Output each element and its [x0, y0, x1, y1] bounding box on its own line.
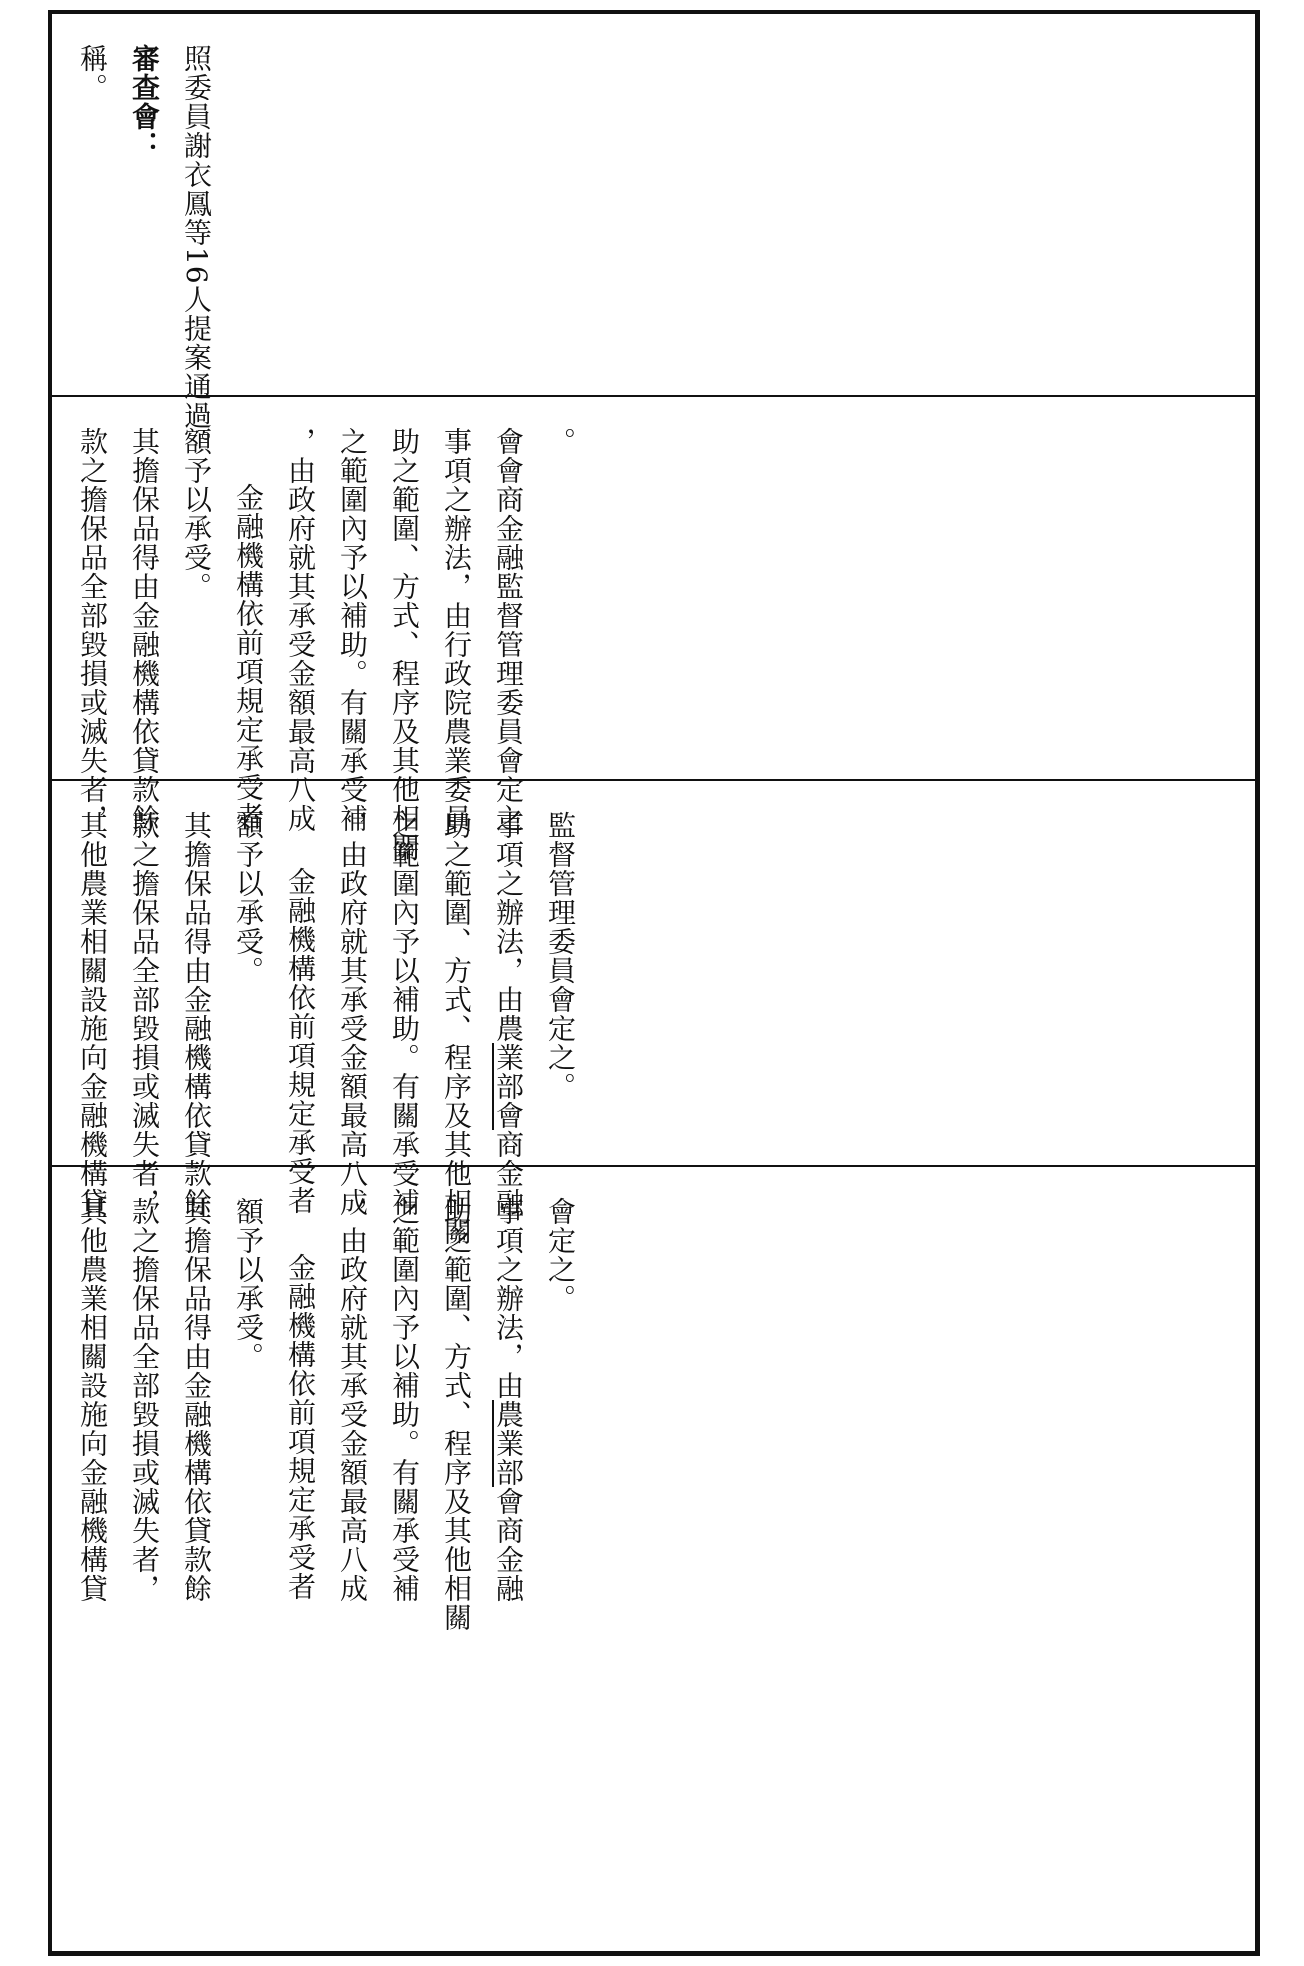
text-line: 其擔保品得由金融機構依貸款餘 [128, 427, 161, 833]
text-line: 其擔保品得由金融機構依貸款餘 [180, 1197, 213, 1603]
text-columns [52, 14, 1255, 459]
text-line: 照委員謝衣鳳等16人提案通過。 [180, 44, 213, 459]
text-line: 助之範圍、方式、程序及其他相關 [388, 427, 421, 862]
text-line: 助之範圍、方式、程序及其他相關 [440, 1197, 473, 1632]
text-line: 款之擔保品全部毀損或滅失者， [76, 427, 109, 833]
review-note-cell [52, 14, 1255, 459]
text-line: 其擔保品得由金融機構依貸款餘 [180, 811, 213, 1217]
text-line: 金融機構依前項規定承受者 [284, 867, 317, 1215]
text-line: 事項之辦法，由農業部會商金融 [492, 1197, 525, 1603]
amended-term: 業部會 [492, 1043, 525, 1130]
text-line: 額予以承受。 [232, 1197, 265, 1371]
text-line: ，由政府就其承受金額最高八成 [336, 1197, 369, 1603]
text-line: 其他農業相關設施向金融機構貸 [76, 811, 109, 1217]
text-line: 金融機構依前項規定承受者 [284, 1253, 317, 1601]
text-columns [52, 397, 1255, 862]
text-line: 事項之辦法，由行政院農業委員 [440, 427, 473, 833]
text-line: 之範圍內予以補助。有關承受補 [336, 427, 369, 833]
amended-term: 農業部 [492, 1400, 525, 1487]
text-line: 其他農業相關設施向金融機構貸 [76, 1197, 109, 1603]
text-line: 額予以承受。 [232, 811, 265, 985]
text-line: ，由政府就其承受金額最高八成 [284, 427, 317, 833]
text-line: 會定之。 [544, 1197, 577, 1313]
amendment-table [48, 10, 1260, 1956]
text-line: 款之擔保品全部毀損或滅失者， [128, 1197, 161, 1603]
section-heading: 審查會： [128, 44, 161, 160]
text-line: 。 [544, 427, 577, 456]
current-text-cell [52, 397, 1255, 862]
text-line: 事項之辦法，由農業部會商金融 [492, 811, 525, 1217]
text-columns [52, 1167, 1255, 1951]
text-line: ，由政府就其承受金額最高八成 [336, 811, 369, 1217]
text-line: 會會商金融監督管理委員會定之 [492, 427, 525, 833]
text-columns [52, 781, 1255, 1246]
text-line: 金融機構依前項規定承受者 [232, 483, 265, 831]
text-line: 助之範圍、方式、程序及其他相關 [440, 811, 473, 1246]
text-line: 之範圍內予以補助。有關承受補 [388, 811, 421, 1217]
text-line: 之範圍內予以補助。有關承受補 [388, 1197, 421, 1603]
committee-text-cell [52, 1167, 1255, 1951]
text-line: 額予以承受。 [180, 427, 213, 601]
proposed-text-cell [52, 781, 1255, 1246]
text-line: 監督管理委員會定之。 [544, 811, 577, 1101]
text-line: 稱。 [76, 44, 109, 102]
text-line: 款之擔保品全部毀損或滅失者， [128, 811, 161, 1217]
